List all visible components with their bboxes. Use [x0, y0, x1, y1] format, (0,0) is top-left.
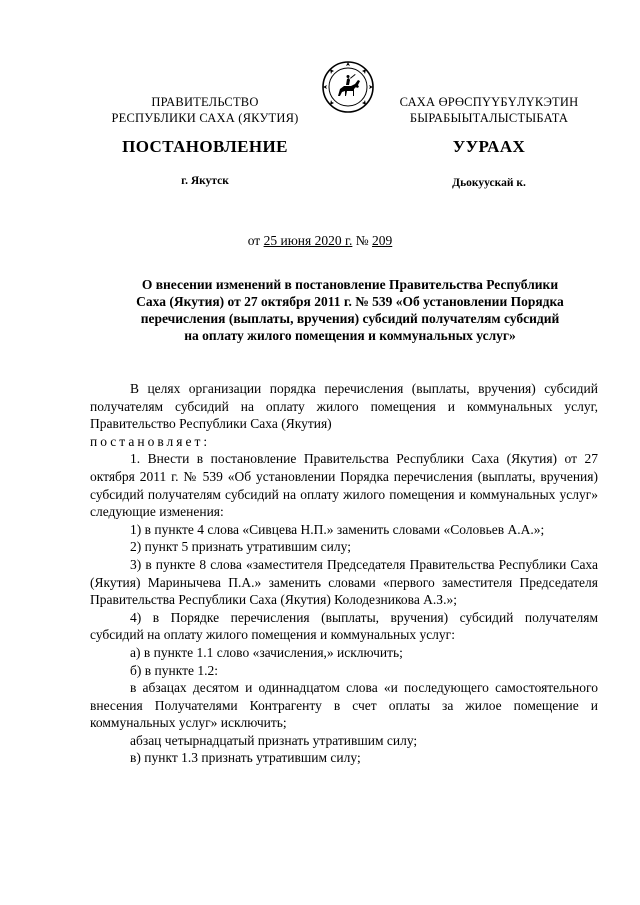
city-sakha: Дьокуускай к.	[452, 177, 526, 189]
header-left	[70, 94, 340, 126]
document-body	[90, 380, 598, 767]
paragraph: в) пункт 1.3 признать утратившим силу;	[130, 750, 361, 766]
subject-line: на оплату жилого помещения и коммунальных услуг»	[184, 328, 516, 343]
paragraph: абзац четырнадцатый признать утратившим силу;	[130, 732, 418, 748]
document-title-sakha: УУРААХ	[452, 137, 526, 156]
header-left-line1: ПРАВИТЕЛЬСТВО	[151, 95, 259, 109]
paragraph: 3) в пункте 8 слова «заместителя Председателя Правительства Республики Саха (Якутия) Маринычева П.А.» заменить словами «первого заместителя Председателя Правительства Республики Саха (Якутия) Колодезникова А.З.»;	[90, 556, 598, 608]
paragraph: 2) пункт 5 признать утратившим силу;	[130, 539, 351, 555]
document-title-ru: ПОСТАНОВЛЕНИЕ	[122, 137, 288, 156]
paragraph: в абзацах десятом и одиннадцатом слова «и последующего самостоятельного внесения Получателями Контрагенту в счет оплаты за жилое помещение и коммунальных услуг» исключить;	[90, 680, 598, 731]
header-right-line1: САХА ӨРӨСПҮҮБҮЛҮКЭТИН	[399, 95, 579, 109]
subject-line: О внесении изменений в постановление Правительства Республики	[141, 277, 559, 292]
paragraph: 1) в пункте 4 слова «Сивцева Н.П.» заменить словами «Соловьев А.А.»;	[130, 521, 545, 537]
paragraph: а) в пункте 1.1 слово «зачисления,» исключить;	[130, 644, 403, 660]
subject-line: Саха (Якутия) от 27 октября 2011 г. № 539 «Об установлении Порядка	[136, 294, 564, 309]
document-date: 25 июня 2020 г.	[263, 233, 353, 248]
date-prefix: от	[247, 233, 264, 248]
number-label: №	[352, 233, 372, 248]
header-right-line2: БЫРАБЫЫТАЛЫСТЫБАТА	[409, 111, 569, 125]
subject-line: перечисления (выплаты, вручения) субсидий получателям субсидий	[140, 311, 560, 326]
city-ru: г. Якутск	[181, 175, 229, 187]
document-number: 209	[372, 233, 393, 248]
paragraph: 4) в Порядке перечисления (выплаты, вручения) субсидий получателям субсидий на оплату жилого помещения и коммунальных услуг:	[90, 609, 598, 643]
header-right	[374, 94, 604, 126]
document-subject	[96, 276, 604, 344]
date-number-line	[0, 233, 640, 249]
decree-word: постановляет:	[90, 433, 211, 449]
header-left-line2: РЕСПУБЛИКИ САХА (ЯКУТИЯ)	[111, 111, 299, 125]
paragraph: 1. Внести в постановление Правительства Республики Саха (Якутия) от 27 октября 2011 г. № 539 «Об установлении Порядка перечисления (выплаты, вручения) субсидий получателям субсидий на оплату жилого помещения и коммунальных услуг» следующие изменения:	[90, 451, 598, 520]
intro-paragraph: В целях организации порядка перечисления (выплаты, вручения) субсидий получателям субсидий на оплату жилого помещения и коммунальных услуг, Правительство Республики Саха (Якутия)	[90, 381, 598, 432]
paragraph: б) в пункте 1.2:	[130, 662, 218, 678]
